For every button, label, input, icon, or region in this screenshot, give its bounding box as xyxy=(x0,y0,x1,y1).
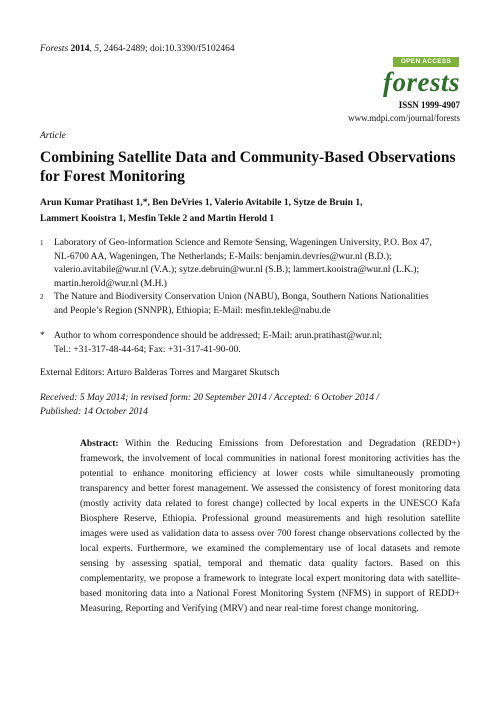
affiliation-number: 2 xyxy=(40,293,44,301)
issn: ISSN 1999-4907 xyxy=(398,100,460,110)
affiliation-2 xyxy=(40,291,470,321)
article-type: Article xyxy=(40,131,66,141)
open-access-badge: OPEN ACCESS xyxy=(393,57,459,67)
journal-url[interactable]: www.mdpi.com/journal/forests xyxy=(348,113,460,123)
corresponding-line: Tel.: +31-317-48-44-64; Fax: +31-317-41-90-00. xyxy=(54,344,241,355)
citation-volume: 5 xyxy=(94,44,100,54)
journal-logo: forests xyxy=(383,67,460,97)
affiliation-line: NL-6700 AA, Wageningen, The Netherlands; E-Mails: benjamin.devries@wur.nl (B.D.); xyxy=(54,251,392,262)
citation-line: Forests 2014, 5, 2464-2489; doi:10.3390/f5102464 xyxy=(40,44,235,54)
title-line-2: for Forest Monitoring xyxy=(40,168,185,185)
affiliation-line: martin.herold@wur.nl (M.H.) xyxy=(54,278,167,289)
abstract xyxy=(80,437,460,617)
corresponding-line: Author to whom correspondence should be addressed; E-Mail: arun.pratihast@wur.nl; xyxy=(54,331,382,341)
citation-year: 2014 xyxy=(70,44,90,54)
authors-line-2: Lammert Kooistra 1, Mesfin Tekle 2 and Martin Herold 1 xyxy=(40,214,275,224)
dates-line-2: Published: 14 October 2014 xyxy=(40,407,148,417)
title-line-1: Combining Satellite Data and Community-Based Observations xyxy=(40,149,456,166)
corresponding-author xyxy=(40,330,470,360)
publication-dates xyxy=(40,391,460,419)
affiliation-1 xyxy=(40,237,470,297)
citation-journal: Forests xyxy=(40,44,69,54)
paper-title xyxy=(40,148,460,186)
external-editors: External Editors: Arturo Balderas Torres and Margaret Skutsch xyxy=(40,368,280,378)
citation-rest: , 2464-2489; doi:10.3390/f5102464 xyxy=(99,44,235,54)
dates-line-1: Received: 5 May 2014; in revised form: 20 September 2014 / Accepted: 6 October 2014 / xyxy=(40,393,379,403)
affiliation-line: and People’s Region (SNNPR), Ethiopia; E-Mail: mesfin.tekle@nabu.de xyxy=(54,305,331,316)
affiliation-line: valerio.avitabile@wur.nl (V.A.); sytze.debruin@wur.nl (S.B.); lammert.kooistra@wur.nl (L.K.); xyxy=(54,265,420,275)
affiliation-number: 1 xyxy=(40,239,44,247)
author-list xyxy=(40,195,470,227)
abstract-label: Abstract: xyxy=(80,439,119,449)
authors-line-1: Arun Kumar Pratihast 1,*, Ben DeVries 1, Valerio Avitabile 1, Sytze de Bruin 1, xyxy=(40,198,363,208)
abstract-text: Within the Reducing Emissions from Deforestation and Degradation (REDD+) framework, the involvement of local communities in national forest monitoring activities has the potential to enhance monitoring efficiency at lower costs while simultaneously promoting transparency and better forest management. We assessed the consistency of forest monitoring data (mostly activity data related to forest change) collected by local experts in the UNESCO Kafa Biosphere Reserve, Ethiopia. Professional ground measurements and high resolution satellite images were used as validation data to assess over 700 forest change observations collected by the local experts. Furthermore, we examined the complementary use of local datasets and remote sensing by assessing spatial, temporal and thematic data quality factors. Based on this complementarity, we propose a framework to integrate local expert monitoring data with satellite-based monitoring data into a National Forest Monitoring System (NFMS) in support of REDD+ Measuring, Reporting and Verifying (MRV) and near real-time forest change monitoring. xyxy=(80,439,460,614)
affiliation-line: The Nature and Biodiversity Conservation Union (NABU), Bonga, Southern Nations Nationalities xyxy=(54,292,429,302)
affiliation-line: Laboratory of Geo-information Science and Remote Sensing, Wageningen University, P.O. Box 47, xyxy=(54,238,432,248)
corresponding-mark: * xyxy=(40,331,45,341)
